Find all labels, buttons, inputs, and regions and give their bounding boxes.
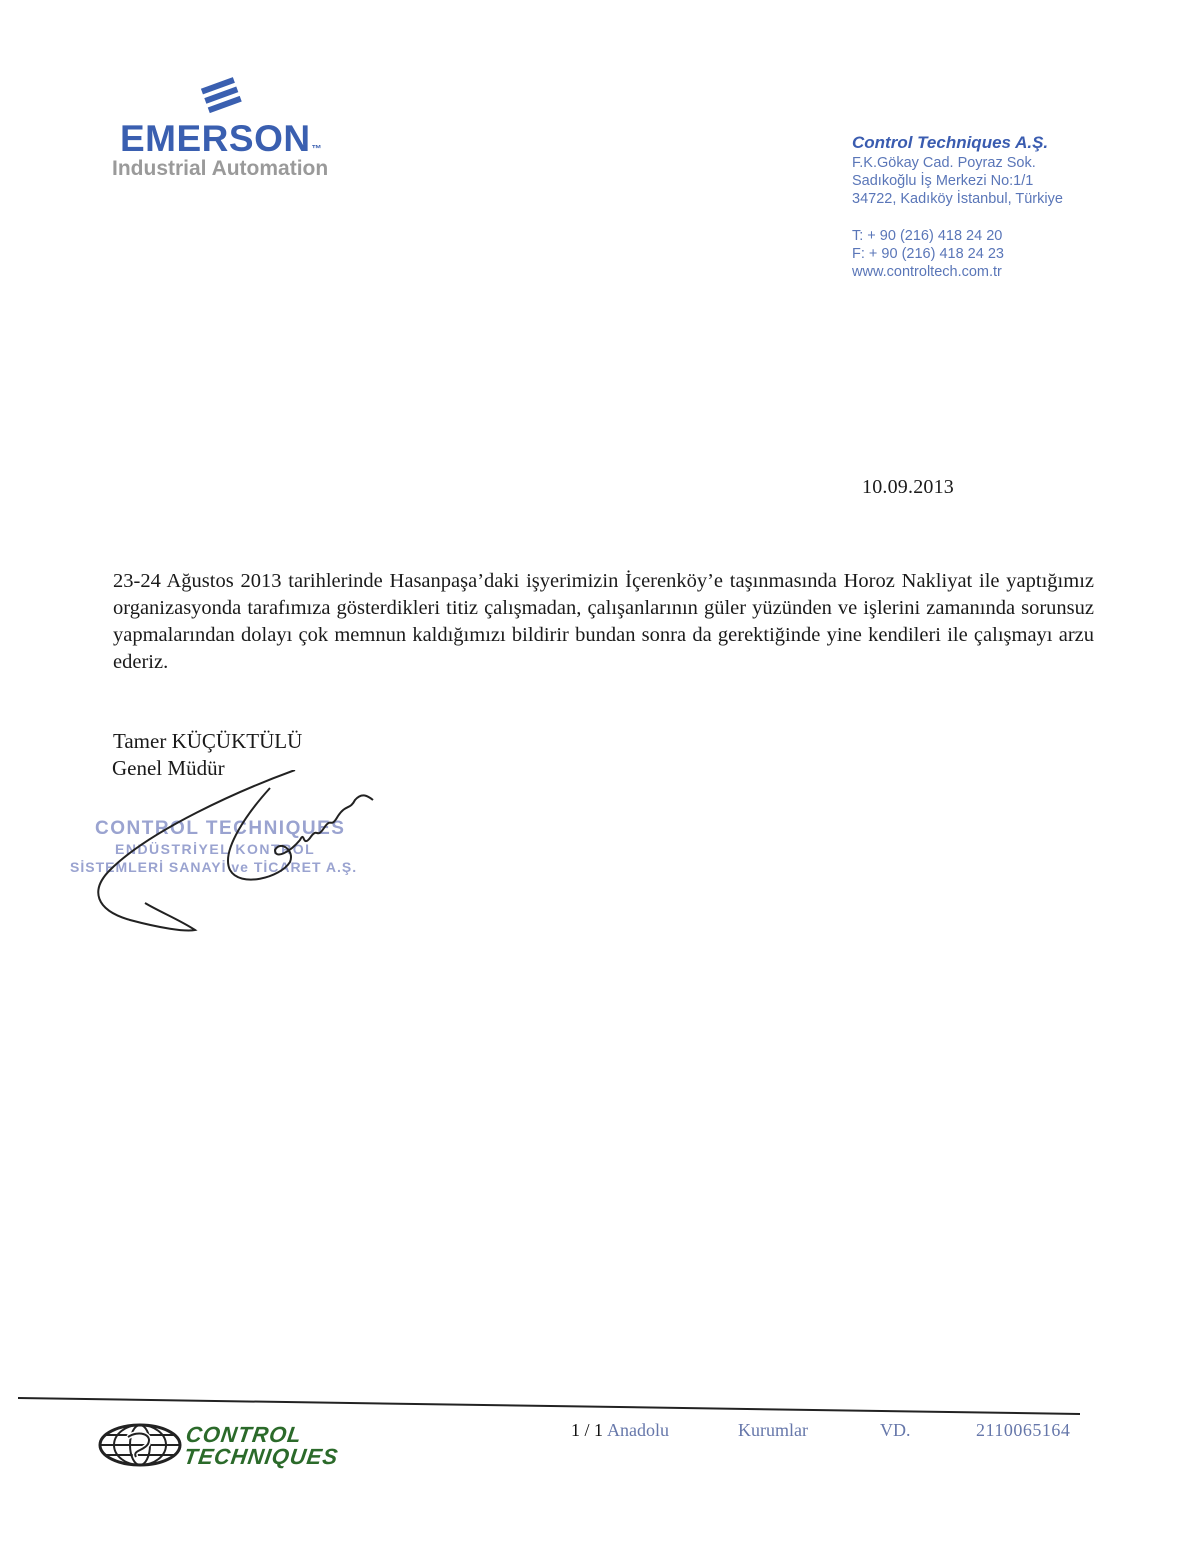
emerson-brand: EMERSON™ [120, 118, 323, 159]
control-techniques-logo-line-2: TECHNIQUES [182, 1444, 341, 1469]
page-number: 1 / 1 [571, 1420, 604, 1440]
address-line-2: Sadıkoğlu İş Merkezi No:1/1 [852, 173, 1034, 189]
company-name: Control Techniques A.Ş. [852, 133, 1049, 152]
stamp-line-3: SİSTEMLERİ SANAYİ ve TİCARET A.Ş. [70, 859, 358, 875]
control-techniques-logo-line-1: CONTROL [184, 1422, 304, 1447]
emerson-subtitle: Industrial Automation [112, 157, 329, 180]
website-link[interactable]: www.controltech.com.tr [852, 264, 1002, 280]
stamp-line-2: ENDÜSTRİYEL KONTROL [115, 841, 316, 857]
address-line-1: F.K.Gökay Cad. Poyraz Sok. [852, 155, 1036, 171]
signer-name: Tamer KÜÇÜKTÜLÜ [113, 729, 303, 753]
tax-office-kurumlar: Kurumlar [738, 1420, 808, 1440]
letter-body: 23-24 Ağustos 2013 tarihlerinde Hasanpaşa’daki işyerimizin İçerenköy’e taşınmasında Horoz Nakliyat ile yaptığımız organizasyonda tarafımıza gösterdikleri titiz çalışmadan, çalışanlarının güler yüzünden ve işlerini zamanında sorunsuz yapmalarından dolayı çok memnun kaldığımızı bildirir bundan sonra da gerektiğinde yine kendileri ile çalışmayı arzu ederiz. [113, 570, 1094, 673]
footer-divider [18, 1394, 1080, 1418]
tax-office-vd: VD. [880, 1420, 911, 1440]
address-line-3: 34722, Kadıköy İstanbul, Türkiye [852, 191, 1063, 207]
phone-number: T: + 90 (216) 418 24 20 [852, 228, 1003, 244]
tax-number: 2110065164 [976, 1420, 1071, 1440]
letter-date: 10.09.2013 [862, 476, 954, 498]
control-techniques-globe-icon [98, 1420, 183, 1470]
signer-title: Genel Müdür [112, 756, 225, 780]
tax-office-anadolu: Anadolu [607, 1420, 669, 1440]
fax-number: F: + 90 (216) 418 24 23 [852, 246, 1004, 262]
emerson-logo-icon [196, 72, 248, 122]
stamp-line-1: CONTROL TECHNIQUES [95, 818, 346, 839]
handwritten-signature [90, 770, 390, 940]
